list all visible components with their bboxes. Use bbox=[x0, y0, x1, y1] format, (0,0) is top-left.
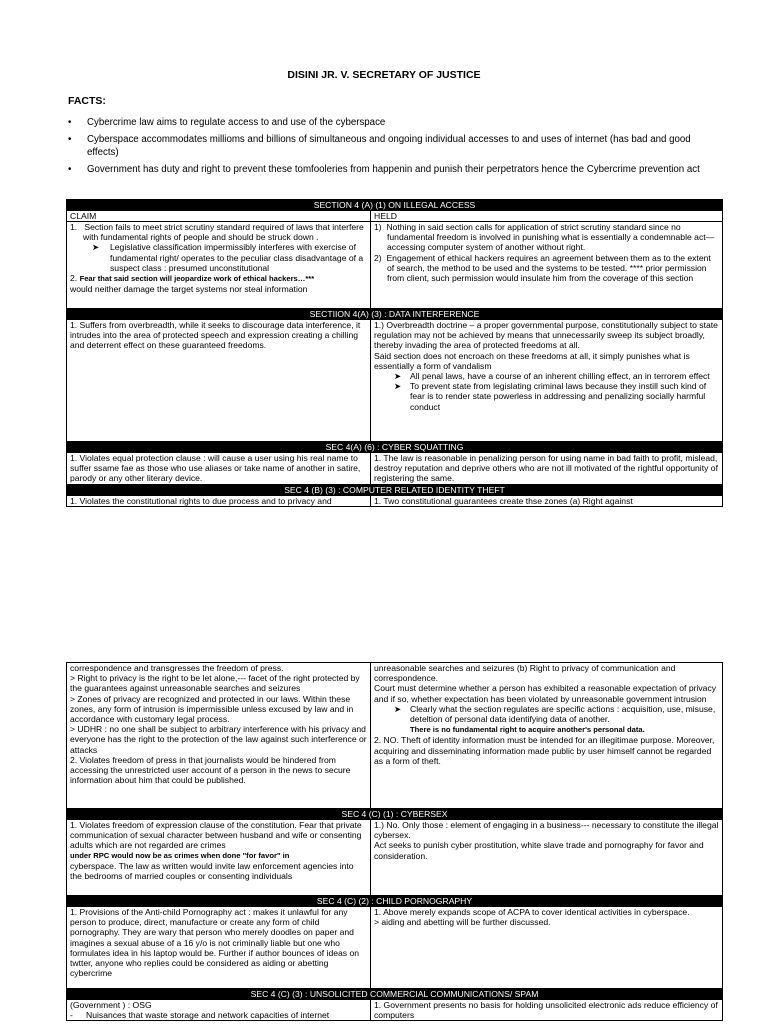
held-cell-data-interference bbox=[371, 320, 723, 442]
section-header-identity-theft: SEC 4 (B) (3) : COMPUTER RELATED IDENTITY THEFT bbox=[67, 484, 723, 495]
claim-text: 1. Violates freedom of expression clause of the constitution. Fear that private communication of sexual character between husband and wife or consenting adults which are not regarded are crimes bbox=[70, 820, 362, 851]
held-cell-identity-theft-continued bbox=[371, 663, 723, 809]
claim-cell-illegal-access bbox=[67, 222, 371, 309]
claim-text: > Right to privacy is the right to be let alone,--- facet of the right protected by the guarantees against unreasonable searches and seizures bbox=[70, 673, 360, 694]
held-text: 1.) Overbreadth doctrine – a proper governmental purpose, constitutionally subject to state regulation may not be achieved by means that unnecessarily sweep its subject broadly, thereby invading the area of protected freedoms at all. bbox=[374, 320, 718, 351]
facts-heading: FACTS: bbox=[68, 95, 106, 107]
section-header-cybersex: SEC 4 (C) (1) : CYBERSEX bbox=[67, 809, 723, 820]
section-header-data-interference: SECTIION 4(A) (3) : DATA INTERFERENCE bbox=[67, 309, 723, 320]
held-text: 1.) No. Only those : element of engaging in a business--- necessary to constitute the illegal cybersex. bbox=[374, 820, 719, 841]
held-subpoint: All penal laws, have a course of an inherent chilling effect, an in terrorem effect bbox=[410, 371, 710, 382]
section-header-spam: SEC 4 (C) (3) : UNSOLICITED COMMERCIAL COMMUNICATIONS/ SPAM bbox=[67, 989, 723, 1000]
claim-text: 2. Violates freedom of press in that journalists would be hindered from accessing the unrestricted user account of a person in the news to secure information about him that could be published. bbox=[70, 754, 351, 786]
claim-text: Section fails to meet strict scrutiny standard required of laws that interfere with fundamental rights of people and should be struck down . bbox=[83, 222, 364, 243]
arrow-bullet-icon: ➤ bbox=[394, 703, 402, 714]
document-title: DISINI JR. V. SECRETARY OF JUSTICE bbox=[287, 69, 481, 81]
held-text: 2. NO. Theft of identity information must be intended for an illegitimae purpose. Moreover, acquiring and disseminating information made public by user himself cannot be regarded as a form of theft. bbox=[374, 735, 715, 766]
arrow-bullet-icon: ➤ bbox=[394, 371, 402, 382]
claim-cell-cybersex bbox=[67, 820, 371, 896]
claim-text-small: under RPC would now be as crimes when done "for favor" in bbox=[70, 850, 290, 860]
fact-item: • Cybercrime law aims to regulate access to and use of the cyberspace bbox=[68, 116, 718, 130]
held-text: > aiding and abetting will be further discussed. bbox=[374, 917, 551, 928]
held-subpoint: Clearly what the section regulates are specific actions : acquisition, use, misuse, deteltion of personal data identifying data of another. bbox=[410, 703, 716, 725]
claim-cell-cyber-squatting: 1. Violates equal protection clause : will cause a user using his real name to suffer ssame fae as those who use aliases or take name of another in satire, parody or any other literary device. bbox=[67, 453, 371, 485]
held-cell-cyber-squatting: 1. The law is reasonable in penalizing person for using name in bad faith to profit, mislead, destroy reputation and deprive others who are not ill motivated of the rightful opportunity of registering the same. bbox=[371, 453, 723, 485]
claim-text: > Zones of privacy are recognized and protected in our laws. Within these zones, any form of intrusion is impermissible unless excused by law and in accordance with customary legal process. bbox=[70, 693, 354, 725]
fact-item: • Government has duty and right to prevent these tomfooleries from happenin and punish their perpetrators hence the Cybercrime prevention act bbox=[68, 163, 718, 177]
section-header-illegal-access: SECTION 4 (A) (1) ON ILLEGAL ACCESS bbox=[67, 200, 723, 211]
claim-text: Nuisances that waste storage and network capacities of internet bbox=[86, 1010, 330, 1021]
claim-cell-child-pornography: 1. Provisions of the Anti-child Pornography act : makes it unlawful for any person to produce, direct, manufacture or create any form of child pornography. They are wary that person who merely doodles on paper and imagines a sexual abuse of a 16 y/o is not criminally liable but one who formulates idea in his laptop would be. Further if author bounces of ideas on twtter, anyone who replies could be considered as aiding or abetting cybercrime bbox=[67, 907, 371, 989]
held-text: unreasonable searches and seizures (b) Right to privacy of communication and correspondence. bbox=[374, 663, 676, 684]
held-subpoint: To prevent state from legislating criminal laws because they instill such kind of fear is to render state powerless in addressing and penalizing socially harmful conduct bbox=[410, 381, 707, 412]
held-column-header: HELD bbox=[371, 211, 723, 222]
held-number: 1) bbox=[374, 222, 382, 232]
held-text: 1. Above merely expands scope of ACPA to cover identical activities in cyberspace. bbox=[374, 907, 690, 917]
dash-bullet: - bbox=[70, 1010, 73, 1021]
claim-cell-spam bbox=[67, 1000, 371, 1021]
claim-text-small: Fear that said section will jeopardize work of ethical hackers…*** bbox=[79, 274, 315, 284]
claim-subpoint: Legislative classification impermissibly interferes with exercise of fundamental right/ operates to the peculiar class disadvantage of a suspect class : presumed unconstitutional bbox=[110, 242, 364, 273]
claim-text: correspondence and transgresses the freedom of press. bbox=[70, 663, 284, 673]
held-text: Act seeks to punish cyber prostitution, white slave trade and pornography for favor and consideration. bbox=[374, 840, 704, 861]
claim-text: > UDHR : no one shall be subject to arbitrary interference with his privacy and everyone has the right to the protection of the law against such interference or attacks bbox=[70, 724, 367, 755]
claim-text: cyberspace. The law as written would invite law enforcement agencies into the bedrooms of married couples or consenting individuals bbox=[70, 860, 354, 882]
fact-item: • Cyberspace accommodates millioms and billions of simultaneous and ongoing individual accesses to and uses of internet (has bad and good effects) bbox=[68, 133, 718, 160]
held-cell-identity-theft: 1. Two constitutional guarantees create thse zones (a) Right against bbox=[371, 495, 723, 506]
claim-cell-identity-theft-continued bbox=[67, 663, 371, 809]
claim-text: would neither damage the target systems nor steal information bbox=[70, 284, 308, 295]
held-text: Nothing in said section calls for application of strict scrutiny standard since no fundamental freedom is involved in punishing what is essentially a condemnable act—accessing computer system of another without right. bbox=[386, 222, 715, 253]
held-cell-cybersex bbox=[371, 820, 723, 896]
held-cell-illegal-access bbox=[371, 222, 723, 309]
claim-cell-data-interference: 1. Suffers from overbreadth, while it seeks to discourage data interference, it intrudes into the area of protected speech and expression creating a chilling and deterrent effect on these guaranteed freedoms. bbox=[67, 320, 371, 442]
arrow-bullet-icon: ➤ bbox=[394, 381, 402, 392]
case-table-page-1 bbox=[66, 199, 723, 507]
held-number: 2) bbox=[374, 252, 382, 263]
section-header-cyber-squatting: SEC 4(A) (6) : CYBER SQUATTING bbox=[67, 442, 723, 453]
claim-cell-identity-theft: 1. Violates the constitutional rights to due process and to privacy and bbox=[67, 495, 371, 506]
held-text: Said section does not encroach on these freedoms at all, it simply punishes what is essentially a form of vandalism bbox=[374, 350, 690, 371]
held-subpoint-small: There is no fundamental right to acquire another's personal data. bbox=[410, 725, 645, 735]
page-2 bbox=[0, 662, 768, 1024]
claim-number: 2. bbox=[70, 273, 78, 284]
section-header-child-pornography: SEC 4 (C) (2) : CHILD PORNOGRAPHY bbox=[67, 896, 723, 907]
facts-list bbox=[68, 116, 718, 179]
held-text: Court must determine whether a person has exhibited a reasonable expectation of privacy and if so, whether expectation has been violated by unreasonable government intrusion bbox=[374, 683, 717, 704]
held-text: Engagement of ethical hackers requires an agreement between them as to the extent of search, the method to be used and the systems to be tested. **** prior permission from client, such permission would insulate him from the coverage of this section bbox=[386, 252, 711, 284]
case-table-page-2 bbox=[66, 662, 723, 1021]
claim-column-header: CLAIM bbox=[67, 211, 371, 222]
claim-number: 1. bbox=[70, 222, 78, 232]
arrow-bullet-icon: ➤ bbox=[92, 242, 100, 253]
held-cell-child-pornography bbox=[371, 907, 723, 989]
held-cell-spam: 1. Government presents no basis for holding unsolicited electronic ads reduce efficiency of computers bbox=[371, 1000, 723, 1021]
claim-text: (Government ) : OSG bbox=[70, 1000, 152, 1010]
